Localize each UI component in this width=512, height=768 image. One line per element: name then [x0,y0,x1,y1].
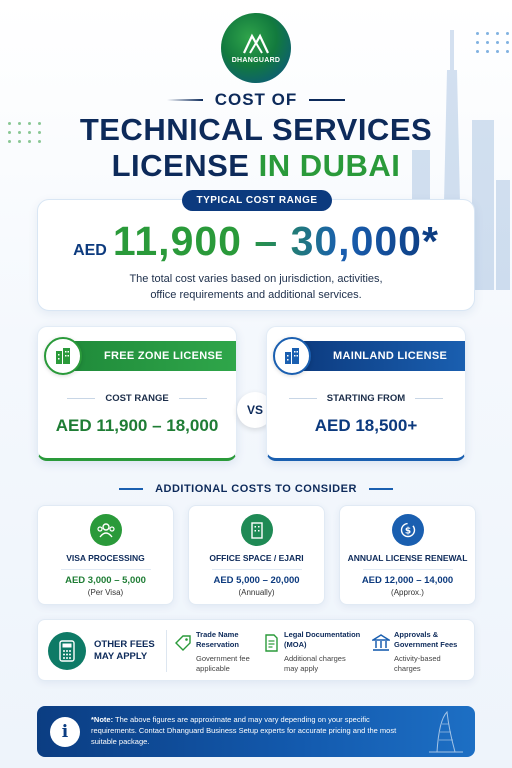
additional-cost-name: ANNUAL LICENSE RENEWAL [347,553,468,563]
mainland-license-title: MAINLAND LICENSE [293,341,465,371]
office-building-icon [241,514,273,546]
additional-cost-name: VISA PROCESSING [66,553,145,563]
additional-cost-price: AED 5,000 – 20,000 [213,575,300,586]
users-icon [90,514,122,546]
typical-cost-note [38,271,474,303]
mainland-cost-value: AED 18,500+ [314,416,418,435]
logo-brand-text: DHANGUARD [231,56,281,64]
additional-cost-unit: (Approx.) [391,588,424,597]
calculator-icon [48,632,86,670]
dhanguard-logo [221,13,291,83]
title-line-2 [0,148,512,184]
other-fee-desc [284,654,362,674]
other-fee-title [394,630,472,650]
shield-arches-icon [241,33,271,55]
free-zone-building-icon [44,337,82,375]
other-fee-desc-line-1: Activity-based [394,654,441,663]
additional-cost-name: OFFICE SPACE / EJARI [209,553,304,563]
typical-cost-value: 11,900 – 30,000* [112,218,439,264]
title-line-2-part-2: IN DUBAI [258,148,401,183]
info-icon: i [50,717,80,747]
typical-cost-note-line-2: office requirements and additional services. [150,289,362,301]
other-fee-title-line-2: Reservation [196,640,239,649]
note-body: The above figures are approximate and may vary depending on your specific requirements. Contact Dhanguard Business Setup experts for accurate pricing and the most suitable package. [91,715,397,746]
other-fee-desc-line-2: applicable [196,664,230,673]
additional-cost-unit: (Per Visa) [87,588,124,597]
disclaimer-note [37,706,475,757]
typical-cost-range-pill: TYPICAL COST RANGE [182,190,332,211]
disclaimer-text [91,714,411,747]
government-building-icon [372,634,390,652]
free-zone-cost-value: AED 11,900 – 18,000 [55,416,219,435]
other-fee-item-trade-name [174,630,274,674]
free-zone-cost-label: COST RANGE [38,393,236,404]
typical-cost-currency: AED [73,242,107,259]
decor-dots [476,32,510,53]
typical-cost-range-card [37,199,475,311]
versus-badge: VS [237,392,273,428]
page-title [0,88,512,184]
title-cost-of: COST OF [167,90,346,110]
other-fee-desc [394,654,472,674]
mainland-license-card [266,326,466,461]
additional-cost-price: AED 12,000 – 14,000 [361,575,454,586]
typical-cost-amount [38,218,474,265]
divider [61,569,151,570]
note-label: *Note: [91,715,114,724]
other-fee-desc-line-2: charges [394,664,421,673]
title-line-2-part-1: LICENSE [111,148,259,183]
tag-icon [174,634,192,652]
other-fee-item-legal-docs [262,630,362,674]
additional-cost-card-renewal [339,505,476,605]
additional-cost-card-visa [37,505,174,605]
other-fee-title [284,630,362,650]
additional-cost-card-office [188,505,325,605]
document-icon [262,634,280,652]
other-fee-title-line-1: Trade Name [196,630,239,639]
additional-cost-unit: (Annually) [238,588,275,597]
other-fees-title-line-1: OTHER FEES [94,639,155,650]
free-zone-license-title: FREE ZONE LICENSE [64,341,236,371]
free-zone-license-card [37,326,237,461]
other-fees-card [37,619,475,681]
title-line-1: TECHNICAL SERVICES [79,112,433,147]
other-fee-item-approvals [372,630,472,674]
mainland-building-icon [273,337,311,375]
other-fee-desc-line-2: may apply [284,664,319,673]
svg-text:$: $ [404,526,411,537]
other-fee-title-line-2: (MOA) [284,640,307,649]
other-fee-title-line-1: Approvals & [394,630,439,639]
burj-al-arab-icon [425,710,465,754]
additional-cost-price: AED 3,000 – 5,000 [65,575,146,586]
other-fees-title [94,639,164,663]
divider [363,569,453,570]
renewal-dollar-icon [392,514,424,546]
other-fee-desc-line-1: Government fee [196,654,250,663]
divider [166,630,167,672]
mainland-cost-label: STARTING FROM [267,393,465,404]
other-fees-title-line-2: MAY APPLY [94,651,148,662]
other-fee-desc-line-1: Additional charges [284,654,346,663]
typical-cost-note-line-1: The total cost varies based on jurisdiction, activities, [129,273,383,285]
additional-costs-heading: ADDITIONAL COSTS TO CONSIDER [0,483,512,495]
other-fee-title-line-2: Government Fees [394,640,458,649]
divider [212,569,302,570]
other-fee-title-line-1: Legal Documentation [284,630,361,639]
